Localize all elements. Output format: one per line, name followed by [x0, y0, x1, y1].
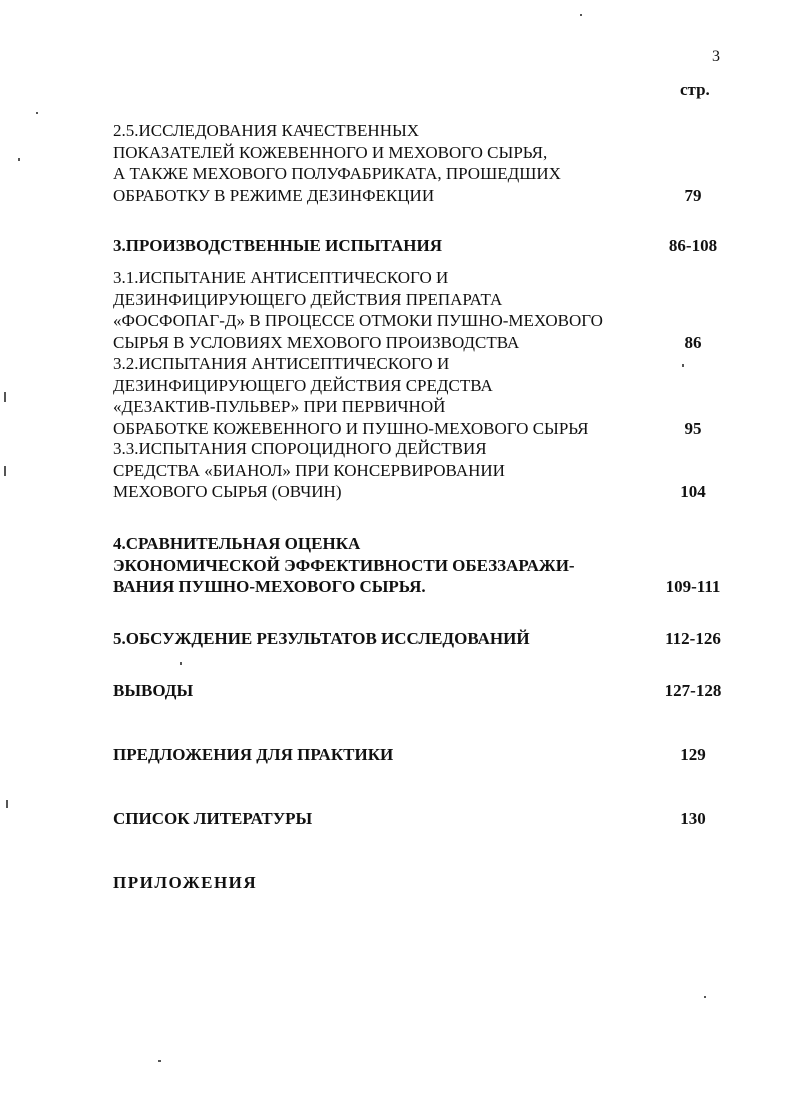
toc-line: «ФОСФОПАГ-Д» В ПРОЦЕССЕ ОТМОКИ ПУШНО-МЕХОВОГО — [113, 311, 603, 330]
toc-entry-title — [113, 353, 733, 439]
toc-line: ДЕЗИНФИЦИРУЮЩЕГО ДЕЙСТВИЯ ПРЕПАРАТА — [113, 289, 503, 309]
toc-entry-5 — [113, 628, 733, 650]
toc-line: 4.СРАВНИТЕЛЬНАЯ ОЦЕНКА — [113, 534, 361, 553]
toc-entry-3-1 — [113, 267, 733, 353]
toc-entry-3-3 — [113, 438, 733, 503]
toc-page-number: 95 — [684, 418, 702, 438]
toc-entry-title — [113, 872, 733, 894]
toc-page-number: 79 — [684, 185, 702, 205]
scan-speck — [682, 364, 684, 367]
toc-line: «ДЕЗАКТИВ-ПУЛЬВЕР» ПРИ ПЕРВИЧНОЙ — [113, 397, 446, 416]
toc-entry-3 — [113, 235, 733, 257]
scan-speck — [36, 112, 38, 114]
toc-line: ПРЕДЛОЖЕНИЯ ДЛЯ ПРАКТИКИ — [113, 745, 394, 764]
toc-page-number: 129 — [680, 745, 706, 764]
toc-entry-title — [113, 680, 733, 702]
toc-line: 2.5.ИССЛЕДОВАНИЯ КАЧЕСТВЕННЫХ — [113, 121, 420, 140]
toc-line: ОБРАБОТКУ В РЕЖИМЕ ДЕЗИНФЕКЦИИ — [113, 185, 435, 205]
toc-page-number: 86 — [684, 332, 702, 352]
scan-speck — [4, 392, 6, 402]
scan-speck — [6, 800, 8, 808]
pages-column-heading: стр. — [680, 80, 710, 99]
toc-entry-title — [113, 438, 733, 503]
scan-speck — [4, 466, 6, 476]
toc-line: ВЫВОДЫ — [113, 681, 194, 700]
scan-speck — [704, 996, 706, 998]
toc-entry-conclusions — [113, 680, 733, 702]
scan-speck — [158, 1060, 161, 1062]
toc-entry-proposals — [113, 744, 733, 766]
toc-page-number: 112-126 — [665, 629, 721, 648]
page-number: 3 — [712, 48, 720, 65]
toc-line: ДЕЗИНФИЦИРУЮЩЕГО ДЕЙСТВИЯ СРЕДСТВА — [113, 375, 493, 395]
toc-page-number: 130 — [680, 809, 706, 828]
toc-line: ЭКОНОМИЧЕСКОЙ ЭФФЕКТИВНОСТИ ОБЕЗЗАРАЖИ- — [113, 555, 575, 575]
toc-line: ВАНИЯ ПУШНО-МЕХОВОГО СЫРЬЯ. — [113, 577, 426, 596]
toc-line: ПОКАЗАТЕЛЕЙ КОЖЕВЕННОГО И МЕХОВОГО СЫРЬЯ, — [113, 142, 548, 162]
toc-page-number: 86-108 — [668, 236, 718, 255]
toc-entry-title — [113, 744, 733, 766]
toc-entry-title — [113, 808, 733, 830]
toc-entry-title — [113, 120, 733, 206]
toc-line: МЕХОВОГО СЫРЬЯ (ОВЧИН) — [113, 482, 342, 501]
scan-speck — [180, 662, 182, 665]
toc-line: СРЕДСТВА «БИАНОЛ» ПРИ КОНСЕРВИРОВАНИИ — [113, 460, 505, 480]
toc-entry-3-2 — [113, 353, 733, 439]
toc-line: 3.ПРОИЗВОДСТВЕННЫЕ ИСПЫТАНИЯ — [113, 236, 443, 255]
toc-line: 3.3.ИСПЫТАНИЯ СПОРОЦИДНОГО ДЕЙСТВИЯ — [113, 439, 487, 458]
toc-entry-2-5 — [113, 120, 733, 206]
toc-line: 3.1.ИСПЫТАНИЕ АНТИСЕПТИЧЕСКОГО И — [113, 268, 449, 287]
scan-speck — [18, 158, 20, 161]
toc-entry-appendices — [113, 872, 733, 894]
toc-entry-title — [113, 533, 733, 598]
toc-line: А ТАКЖЕ МЕХОВОГО ПОЛУФАБРИКАТА, ПРОШЕДШИХ — [113, 164, 561, 183]
toc-line: СПИСОК ЛИТЕРАТУРЫ — [113, 809, 313, 828]
toc-page-number: 104 — [680, 482, 706, 501]
toc-line: ОБРАБОТКЕ КОЖЕВЕННОГО И ПУШНО-МЕХОВОГО СЫРЬЯ — [113, 418, 589, 438]
toc-entry-title — [113, 267, 733, 353]
toc-line: СЫРЬЯ В УСЛОВИЯХ МЕХОВОГО ПРОИЗВОДСТВА — [113, 332, 520, 352]
toc-page-number: 127-128 — [664, 681, 722, 700]
toc-entry-title — [113, 235, 733, 257]
toc-line: ПРИЛОЖЕНИЯ — [113, 873, 258, 892]
scan-speck — [580, 14, 582, 16]
toc-line: 5.ОБСУЖДЕНИЕ РЕЗУЛЬТАТОВ ИССЛЕДОВАНИЙ — [113, 629, 530, 648]
toc-entry-references — [113, 808, 733, 830]
toc-entry-title — [113, 628, 733, 650]
toc-entry-4 — [113, 533, 733, 598]
toc-line: 3.2.ИСПЫТАНИЯ АНТИСЕПТИЧЕСКОГО И — [113, 354, 450, 373]
toc-page-number: 109-111 — [665, 577, 721, 596]
